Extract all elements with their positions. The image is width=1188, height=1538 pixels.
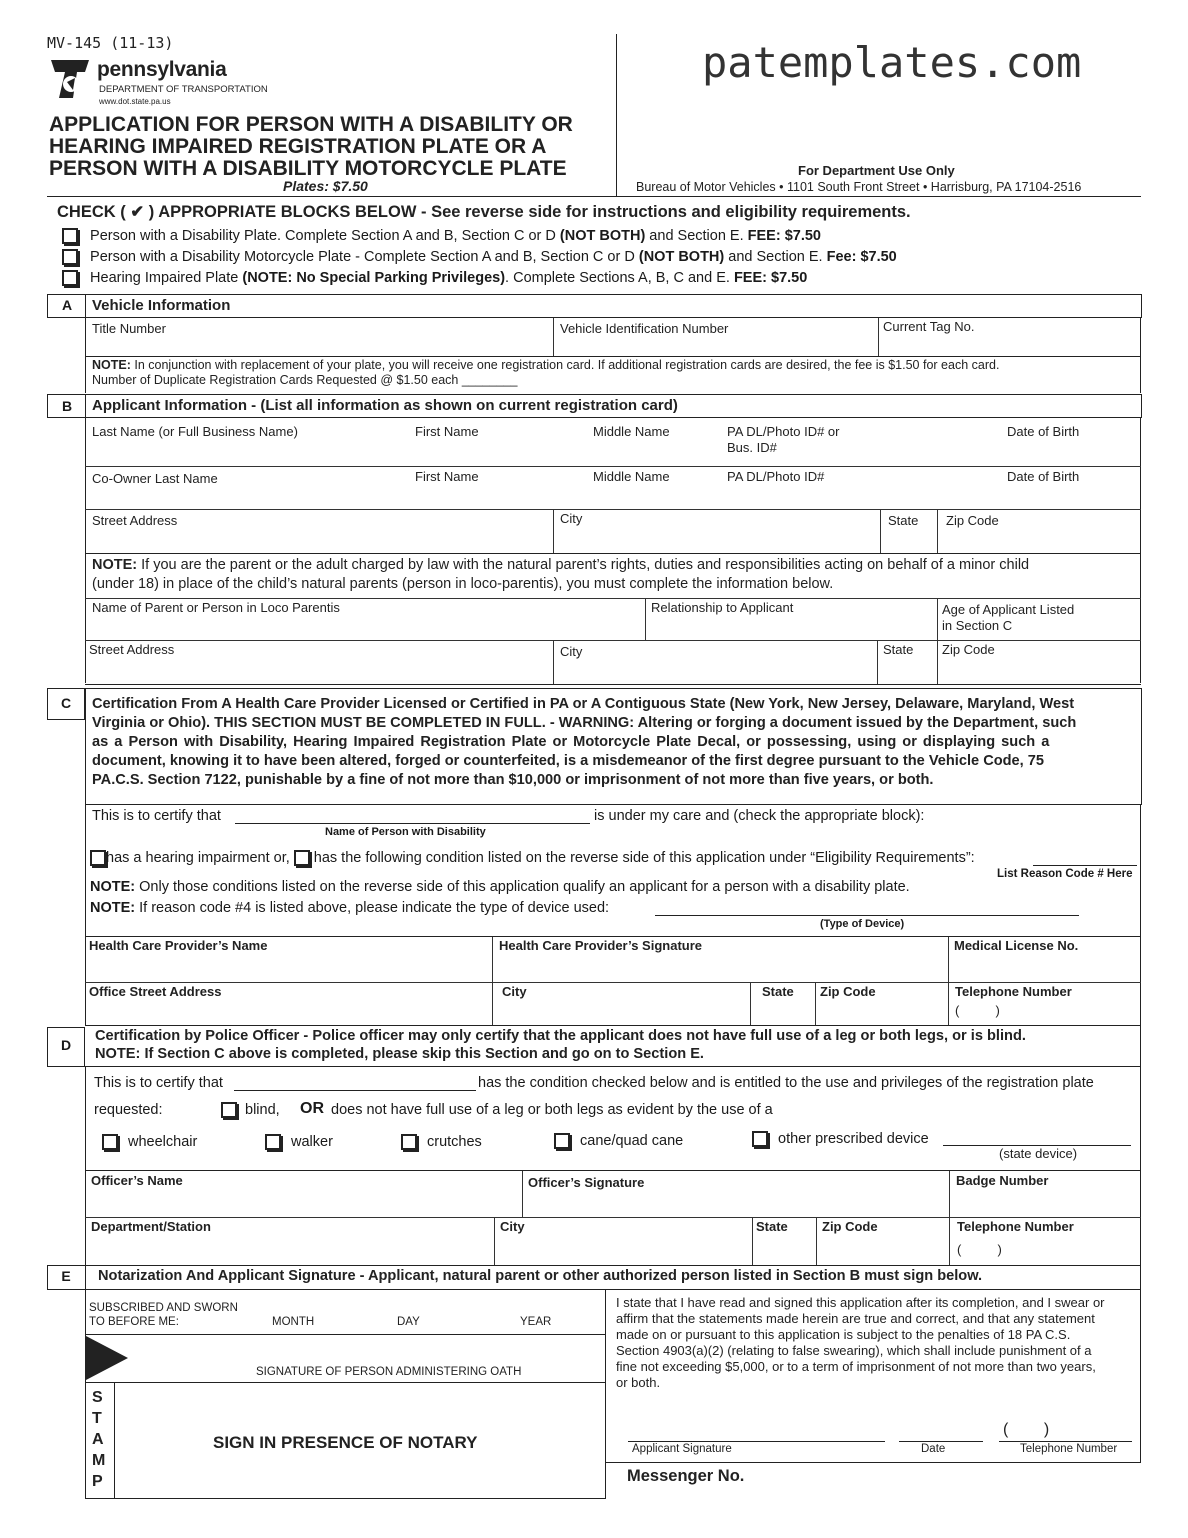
option-hearing-impaired-plate[interactable]: Hearing Impaired Plate (NOTE: No Special Parking Privileges). Complete Sections A, B, C and E. FEE: $7.50 bbox=[62, 270, 807, 286]
hearing-impairment-option[interactable]: has a hearing impairment or, has the following condition listed on the reverse side of this application under “Eligibility Requirements”: bbox=[90, 850, 975, 866]
parent-state-field[interactable]: State bbox=[883, 642, 914, 657]
stamp-letter-m: M bbox=[92, 1452, 106, 1469]
day-field[interactable]: DAY bbox=[397, 1316, 420, 1328]
section-a-letter: A bbox=[61, 297, 73, 313]
phone-parens: ( ) bbox=[1003, 1421, 1050, 1438]
crutches-checkbox[interactable] bbox=[401, 1134, 417, 1150]
subscribed-line2: TO BEFORE ME: bbox=[89, 1316, 179, 1328]
month-field[interactable]: MONTH bbox=[272, 1316, 315, 1328]
hcp-signature-field[interactable]: Health Care Provider’s Signature bbox=[499, 938, 703, 953]
plates-fee: Plates: $7.50 bbox=[283, 178, 368, 194]
title-number-field[interactable]: Title Number bbox=[92, 321, 166, 336]
cert-line1: Certification From A Health Care Provider Licensed or Certified in PA or A Contiguous State (New York, New Jersey, Delaware, Maryland, West bbox=[92, 696, 1075, 712]
phone-line[interactable] bbox=[999, 1441, 1132, 1442]
certify-pre: This is to certify that bbox=[92, 808, 221, 824]
device-caption: (Type of Device) bbox=[820, 918, 905, 930]
logo-url: www.dot.state.pa.us bbox=[99, 97, 171, 106]
phone-caption: Telephone Number bbox=[1020, 1443, 1118, 1455]
logo-dept: DEPARTMENT OF TRANSPORTATION bbox=[99, 84, 268, 95]
section-d-title-line2: NOTE: If Section C above is completed, please skip this Section and go on to Section E. bbox=[95, 1046, 704, 1062]
statement-line4: Section 4903(a)(2) (relating to false swearing), which shall include punishment of a bbox=[616, 1343, 1092, 1358]
d-city-field[interactable]: City bbox=[500, 1219, 525, 1234]
walker-checkbox[interactable] bbox=[265, 1134, 281, 1150]
d-applicant-line[interactable] bbox=[234, 1090, 476, 1091]
d-phone-parens: ( ) bbox=[957, 1242, 1002, 1257]
dept-use-only: For Department Use Only bbox=[798, 163, 955, 178]
requested-label: requested: bbox=[94, 1102, 163, 1118]
d-certify-pre: This is to certify that bbox=[94, 1075, 223, 1091]
officer-signature-field[interactable]: Officer’s Signature bbox=[528, 1175, 645, 1190]
walker-option[interactable]: walker bbox=[265, 1134, 333, 1150]
cert-line5: PA.C.S. Section 7122, punishable by a fine of not more than $10,000 or imprisonment of not more than five years, or both. bbox=[92, 772, 934, 788]
device-type-line[interactable] bbox=[655, 915, 1079, 916]
section-b-note-line2: (under 18) in place of the child’s natural parents (person in loco-parentis), you must complete the information below. bbox=[92, 576, 834, 592]
duplicate-cards-field[interactable]: Number of Duplicate Registration Cards Requested @ $1.50 each ________ bbox=[92, 373, 518, 387]
cert-line3: as a Person with Disability, Hearing Impaired Registration Plate or Motorcycle Plate Decal, or possessing, using or displaying such a bbox=[92, 734, 1050, 750]
subscribed-line1: SUBSCRIBED AND SWORN bbox=[89, 1302, 238, 1314]
hcp-name-field[interactable]: Health Care Provider’s Name bbox=[89, 938, 268, 953]
section-b-letter: B bbox=[61, 398, 73, 414]
blind-option[interactable]: blind, bbox=[221, 1102, 280, 1118]
department-field[interactable]: Department/Station bbox=[91, 1219, 211, 1234]
section-e-title: Notarization And Applicant Signature - Applicant, natural parent or other authorized person listed in Section B must sign below. bbox=[98, 1268, 983, 1284]
option-motorcycle-plate[interactable]: Person with a Disability Motorcycle Plate - Complete Section A and B, Section C or D (NOT BOTH) and Section E. Fee: $7.50 bbox=[62, 249, 897, 265]
crutches-option[interactable]: crutches bbox=[401, 1134, 482, 1150]
office-street-field[interactable]: Office Street Address bbox=[89, 984, 222, 999]
section-e-letter: E bbox=[61, 1268, 71, 1284]
cert-line2: Virginia or Ohio). THIS SECTION MUST BE COMPLETED IN FULL. - WARNING: Altering or forging a document issued by the Department, such bbox=[92, 715, 1077, 731]
badge-field[interactable]: Badge Number bbox=[956, 1173, 1049, 1188]
d-state-field[interactable]: State bbox=[756, 1219, 788, 1234]
logo-state: pennsylvania bbox=[97, 58, 227, 81]
zip-field[interactable]: Zip Code bbox=[946, 513, 999, 528]
applicant-signature-line[interactable] bbox=[628, 1441, 885, 1442]
license-field[interactable]: Medical License No. bbox=[954, 938, 1079, 953]
watermark: patemplates.com bbox=[702, 38, 1082, 87]
last-name-field[interactable]: Last Name (or Full Business Name) bbox=[92, 424, 298, 439]
or-label: OR bbox=[300, 1100, 324, 1117]
parent-street-field[interactable]: Street Address bbox=[89, 642, 175, 657]
oath-signature-field[interactable]: SIGNATURE OF PERSON ADMINISTERING OATH bbox=[256, 1366, 522, 1378]
co-middle-name-field[interactable]: Middle Name bbox=[593, 469, 670, 484]
cane-checkbox[interactable] bbox=[554, 1133, 570, 1149]
d-certify-post: has the condition checked below and is entitled to the use and privileges of the registration plate bbox=[478, 1075, 1094, 1091]
co-owner-last-field[interactable]: Co-Owner Last Name bbox=[92, 471, 218, 486]
wheelchair-option[interactable]: wheelchair bbox=[102, 1134, 197, 1150]
arrow-marker-icon bbox=[86, 1336, 128, 1385]
office-state-field[interactable]: State bbox=[762, 984, 794, 999]
section-a-title: Vehicle Information bbox=[92, 297, 231, 314]
cert-line4: document, knowing it to have been altered, forged or counterfeited, is a misdemeanor of the first degree pursuant to the Vehicle Code, 75 bbox=[92, 753, 1045, 769]
certify-post: is under my care and (check the appropriate block): bbox=[594, 808, 925, 824]
section-c-note2: NOTE: If reason code #4 is listed above, please indicate the type of device used: bbox=[90, 900, 610, 916]
relationship-field[interactable]: Relationship to Applicant bbox=[651, 600, 794, 615]
section-b-note: NOTE: If you are the parent or the adult charged by law with the natural parent’s rights, duties and responsibilities acting on behalf of a minor child bbox=[92, 557, 1030, 573]
date-line[interactable] bbox=[899, 1441, 983, 1442]
section-d-title-line1: Certification by Police Officer - Police officer may only certify that the applicant does not have full use of a leg or both legs, or is blind. bbox=[95, 1028, 1026, 1044]
co-pa-dl-field[interactable]: PA DL/Photo ID# bbox=[727, 469, 825, 484]
messenger-field[interactable]: Messenger No. bbox=[627, 1467, 745, 1485]
blind-checkbox[interactable] bbox=[221, 1102, 237, 1118]
co-first-name-field[interactable]: First Name bbox=[415, 469, 479, 484]
parent-zip-field[interactable]: Zip Code bbox=[942, 642, 995, 657]
title-line3: PERSON WITH A DISABILITY MOTORCYCLE PLATE bbox=[49, 157, 567, 180]
street-address-field[interactable]: Street Address bbox=[92, 513, 178, 528]
form-id: MV-145 (11-13) bbox=[47, 34, 174, 52]
other-device-option[interactable]: other prescribed device bbox=[752, 1131, 929, 1147]
check-heading: CHECK ( ✔ ) APPROPRIATE BLOCKS BELOW - See reverse side for instructions and eligibility requirements. bbox=[57, 203, 911, 221]
wheelchair-checkbox[interactable] bbox=[102, 1134, 118, 1150]
applicant-signature-caption: Applicant Signature bbox=[632, 1443, 732, 1455]
reason-code-caption: List Reason Code # Here bbox=[997, 868, 1133, 880]
penndot-logo bbox=[47, 56, 93, 107]
office-city-field[interactable]: City bbox=[502, 984, 527, 999]
stamp-letter-s: S bbox=[92, 1389, 103, 1406]
statement-line1: I state that I have read and signed this application after its completion, and I swear or bbox=[616, 1295, 1105, 1310]
state-field[interactable]: State bbox=[888, 513, 919, 528]
office-phone-field[interactable]: Telephone Number bbox=[955, 984, 1072, 999]
statement-line6: or both. bbox=[616, 1375, 661, 1390]
keystone-logo-icon bbox=[47, 56, 93, 102]
d-zip-field[interactable]: Zip Code bbox=[822, 1219, 878, 1234]
disability-plate-checkbox[interactable] bbox=[62, 228, 78, 244]
motorcycle-plate-checkbox[interactable] bbox=[62, 249, 78, 265]
cane-option[interactable]: cane/quad cane bbox=[554, 1133, 683, 1149]
section-c-letter: C bbox=[60, 695, 72, 711]
section-d-letter: D bbox=[60, 1037, 72, 1053]
d-phone-field[interactable]: Telephone Number bbox=[957, 1219, 1074, 1234]
pa-dl-field[interactable]: PA DL/Photo ID# or bbox=[727, 424, 840, 439]
patient-name-caption: Name of Person with Disability bbox=[325, 826, 486, 838]
date-caption: Date bbox=[921, 1443, 946, 1455]
sign-notary-label: SIGN IN PRESENCE OF NOTARY bbox=[213, 1433, 478, 1452]
office-phone-parens: ( ) bbox=[955, 1003, 1000, 1018]
statement-line2: affirm that the statements made herein are true and correct, and that any statement bbox=[616, 1311, 1095, 1326]
section-c-note1: NOTE: Only those conditions listed on the reverse side of this application qualify an applicant for a person with a disability plate. bbox=[90, 879, 910, 895]
stamp-letter-a: A bbox=[92, 1431, 104, 1448]
stamp-letter-t: T bbox=[92, 1410, 102, 1427]
current-tag-field[interactable]: Current Tag No. bbox=[883, 319, 975, 334]
state-device-caption: (state device) bbox=[999, 1146, 1078, 1161]
age-field[interactable]: Age of Applicant Listed bbox=[942, 602, 1075, 617]
title-line2: HEARING IMPAIRED REGISTRATION PLATE OR A bbox=[49, 135, 547, 158]
vin-field[interactable]: Vehicle Identification Number bbox=[560, 321, 729, 336]
bus-id-label: Bus. ID# bbox=[727, 440, 777, 455]
section-a-note: NOTE: In conjunction with replacement of your plate, you will receive one registration card. If additional registration cards are desired, the fee is $1.50 for each card. bbox=[92, 358, 1000, 372]
stamp-letter-p: P bbox=[92, 1473, 103, 1490]
reason-code-line[interactable] bbox=[1033, 865, 1137, 866]
statement-line3: made on or pursuant to this application is subject to the penalties of 18 PA C.S. bbox=[616, 1327, 1071, 1342]
title-line1: APPLICATION FOR PERSON WITH A DISABILITY OR bbox=[49, 113, 573, 136]
first-name-field[interactable]: First Name bbox=[415, 424, 479, 439]
dob-field[interactable]: Date of Birth bbox=[1007, 424, 1080, 439]
middle-name-field[interactable]: Middle Name bbox=[593, 424, 670, 439]
statement-line5: fine not exceeding $5,000, or to a term of imprisonment of not more than two years, bbox=[616, 1359, 1096, 1374]
age-label-line2: in Section C bbox=[942, 618, 1013, 633]
bureau-address: Bureau of Motor Vehicles • 1101 South Front Street • Harrisburg, PA 17104-2516 bbox=[636, 180, 1082, 194]
parent-name-field[interactable]: Name of Parent or Person in Loco Parentis bbox=[92, 600, 340, 615]
hearing-impaired-checkbox[interactable] bbox=[62, 270, 78, 286]
co-dob-field[interactable]: Date of Birth bbox=[1007, 469, 1080, 484]
legs-label: does not have full use of a leg or both legs as evident by the use of a bbox=[331, 1102, 773, 1118]
city-field[interactable]: City bbox=[560, 511, 583, 526]
office-zip-field[interactable]: Zip Code bbox=[820, 984, 876, 999]
section-b-title: Applicant Information - (List all information as shown on current registration card) bbox=[92, 397, 678, 414]
condition-checkbox[interactable] bbox=[294, 850, 310, 866]
other-device-checkbox[interactable] bbox=[752, 1131, 768, 1147]
officer-name-field[interactable]: Officer’s Name bbox=[91, 1173, 183, 1188]
parent-city-field[interactable]: City bbox=[560, 644, 583, 659]
patient-name-line[interactable] bbox=[235, 823, 590, 824]
year-field[interactable]: YEAR bbox=[520, 1316, 552, 1328]
hearing-impairment-checkbox[interactable] bbox=[90, 850, 106, 866]
option-disability-plate[interactable]: Person with a Disability Plate. Complete Section A and B, Section C or D (NOT BOTH) and Section E. FEE: $7.50 bbox=[62, 228, 821, 244]
